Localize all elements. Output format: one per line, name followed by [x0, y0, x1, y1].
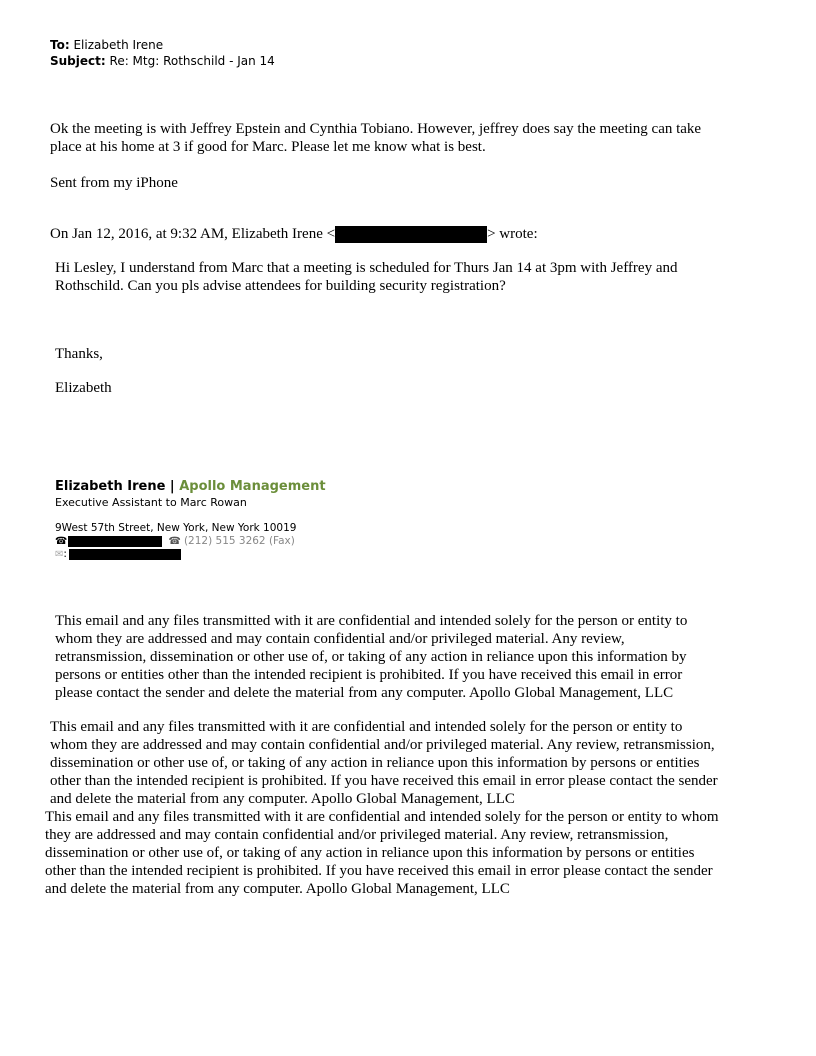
subject-value: Re: Mtg: Rothschild - Jan 14	[109, 54, 275, 68]
mail-icon: ✉	[55, 549, 64, 560]
phone-icon: ☎	[55, 536, 68, 547]
attribution-suffix: > wrote:	[487, 226, 538, 242]
sent-from: Sent from my iPhone	[50, 175, 178, 191]
email-label: :	[63, 548, 67, 560]
redacted-email-signature	[69, 549, 181, 560]
disclaimer-line: persons or entities other than the intended recipient is prohibited. If you have received this email in error	[55, 667, 683, 683]
disclaimer-line: whom they are addressed and may contain confidential and/or privileged material. Any review, retransmission,	[50, 737, 715, 753]
redacted-phone	[68, 536, 162, 547]
reply-body	[50, 120, 701, 156]
disclaimer-line: they are addressed and may contain confidential and/or privileged material. Any review, retransmission,	[45, 827, 669, 843]
disclaimer-line: whom they are addressed and may contain confidential and/or privileged material. Any review,	[55, 631, 625, 647]
disclaimer-line: dissemination or other use of, or taking of any action in reliance upon this information by persons or entities	[50, 755, 700, 771]
disclaimer-line: and delete the material from any computer. Apollo Global Management, LLC	[45, 881, 510, 897]
signature-fax: (212) 515 3262 (Fax)	[183, 535, 295, 547]
disclaimer-line: retransmission, dissemination or other use of, or taking of any action in reliance upon this information by	[55, 649, 687, 665]
signature-name: Elizabeth Irene	[55, 479, 166, 494]
quoted-line: Hi Lesley, I understand from Marc that a meeting is scheduled for Thurs Jan 14 at 3pm with Jeffrey and	[55, 260, 678, 276]
subject-line	[50, 53, 275, 69]
email-signature	[55, 478, 326, 561]
signature-title: Executive Assistant to Marc Rowan	[55, 496, 247, 509]
signature-separator: |	[165, 479, 180, 494]
redacted-email	[335, 226, 487, 243]
to-line	[50, 37, 275, 53]
signature-name-line	[55, 478, 326, 496]
signature-address: 9West 57th Street, New York, New York 10019	[55, 522, 297, 534]
quoted-name: Elizabeth	[55, 380, 112, 396]
disclaimer-line: and delete the material from any computer. Apollo Global Management, LLC	[50, 791, 515, 807]
signature-email-line	[55, 548, 326, 561]
reply-line: place at his home at 3 if good for Marc. Please let me know what is best.	[50, 139, 486, 155]
subject-label: Subject:	[50, 54, 106, 68]
to-label: To:	[50, 38, 70, 52]
disclaimer-line: This email and any files transmitted with it are confidential and intended solely for the person or entity to	[55, 613, 688, 629]
quoted-thanks: Thanks,	[55, 346, 103, 362]
fax-icon: ☎	[168, 536, 181, 547]
to-value: Elizabeth Irene	[73, 38, 164, 52]
disclaimer-2	[50, 718, 718, 808]
disclaimer-line: This email and any files transmitted with it are confidential and intended solely for the person or entity to	[50, 719, 683, 735]
quoted-body	[55, 259, 677, 295]
disclaimer-line: This email and any files transmitted with it are confidential and intended solely for the person or entity to whom	[45, 809, 719, 825]
reply-line: Ok the meeting is with Jeffrey Epstein and Cynthia Tobiano. However, jeffrey does say the meeting can take	[50, 121, 702, 137]
email-header	[50, 37, 275, 69]
disclaimer-line: dissemination or other use of, or taking of any action in reliance upon this information by persons or entities	[45, 845, 695, 861]
disclaimer-line: other than the intended recipient is prohibited. If you have received this email in error please contact the sender	[50, 773, 718, 789]
disclaimer-1	[55, 612, 687, 702]
disclaimer-line: please contact the sender and delete the material from any computer. Apollo Global Management, LLC	[55, 685, 674, 701]
signature-company: Apollo Management	[179, 479, 326, 494]
attribution-prefix: On Jan 12, 2016, at 9:32 AM, Elizabeth Irene <	[50, 226, 336, 242]
quote-attribution	[50, 225, 538, 243]
quoted-line: Rothschild. Can you pls advise attendees for building security registration?	[55, 278, 506, 294]
disclaimer-3	[45, 808, 719, 898]
disclaimer-line: other than the intended recipient is prohibited. If you have received this email in error please contact the sender	[45, 863, 713, 879]
signature-phone-line	[55, 535, 326, 548]
